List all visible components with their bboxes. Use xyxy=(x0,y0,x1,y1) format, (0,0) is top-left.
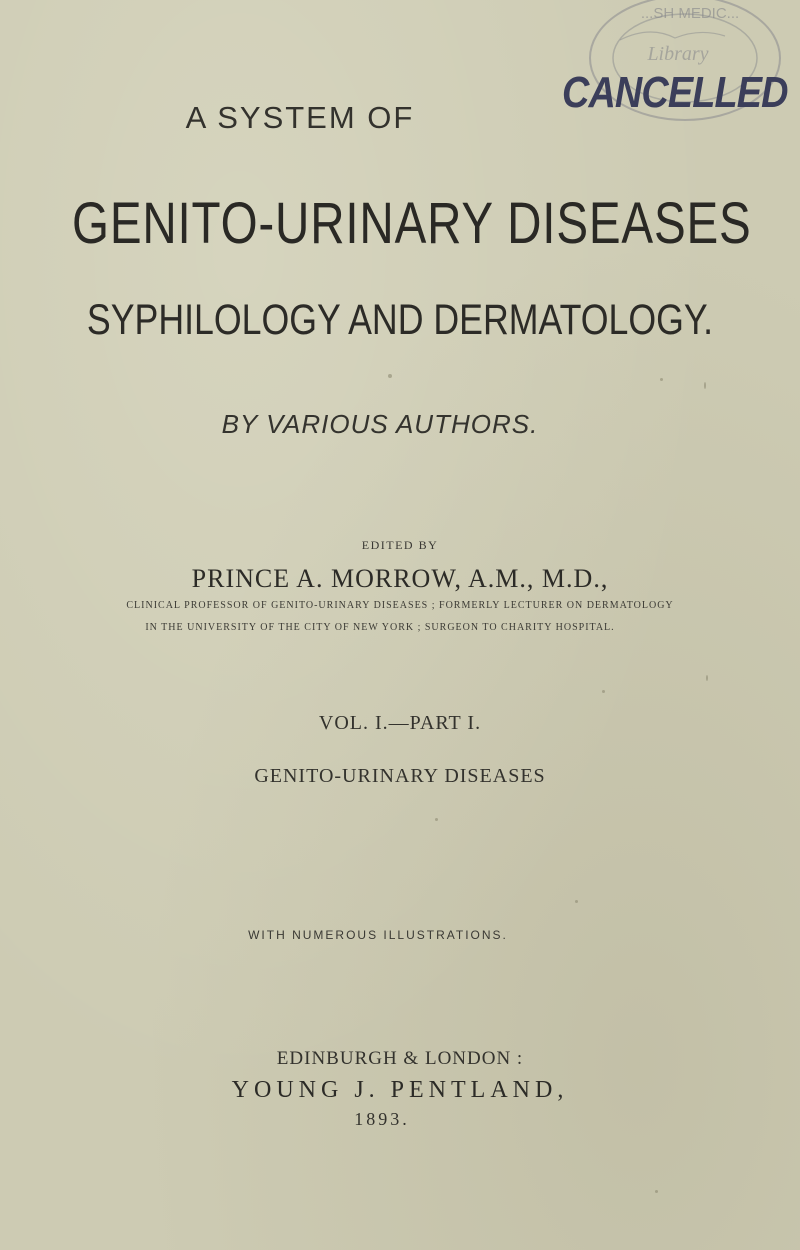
editor-credentials-line-2: IN THE UNIVERSITY OF THE CITY OF NEW YORK ; SURGEON TO CHARITY HOSPITAL. xyxy=(145,622,615,633)
paper-speck xyxy=(435,818,438,821)
paper-speck xyxy=(660,378,663,381)
paper-speck xyxy=(706,675,708,681)
stamp-ring-text: ...SH MEDIC... xyxy=(640,5,740,22)
stamp-label: Library xyxy=(647,43,709,65)
subtitle: SYPHILOLOGY AND DERMATOLOGY. xyxy=(86,296,714,344)
paper-speck xyxy=(704,382,706,389)
byline: BY VARIOUS AUTHORS. xyxy=(221,409,539,439)
series-title: A SYSTEM OF xyxy=(185,100,415,135)
part-title: GENITO-URINARY DISEASES xyxy=(254,765,546,787)
paper-speck xyxy=(388,374,392,378)
paper-speck xyxy=(602,690,605,693)
illustrations-note: WITH NUMEROUS ILLUSTRATIONS. xyxy=(248,928,508,942)
publication-place: EDINBURGH & LONDON : xyxy=(276,1048,524,1069)
paper-speck xyxy=(575,900,578,903)
editor-name: PRINCE A. MORROW, A.M., M.D., xyxy=(191,564,609,593)
volume-label: VOL. I.—PART I. xyxy=(318,712,482,734)
publisher-name: YOUNG J. PENTLAND, xyxy=(231,1077,569,1103)
main-title: GENITO-URINARY DISEASES xyxy=(72,191,752,256)
editor-credentials-line-1: CLINICAL PROFESSOR OF GENITO-URINARY DISEASES ; FORMERLY LECTURER ON DERMATOLOGY xyxy=(126,600,674,611)
edited-by-label: EDITED BY xyxy=(361,538,439,552)
publication-year: 1893. xyxy=(354,1109,410,1129)
cancelled-stamp: CANCELLED xyxy=(562,68,788,117)
paper-speck xyxy=(655,1190,658,1193)
